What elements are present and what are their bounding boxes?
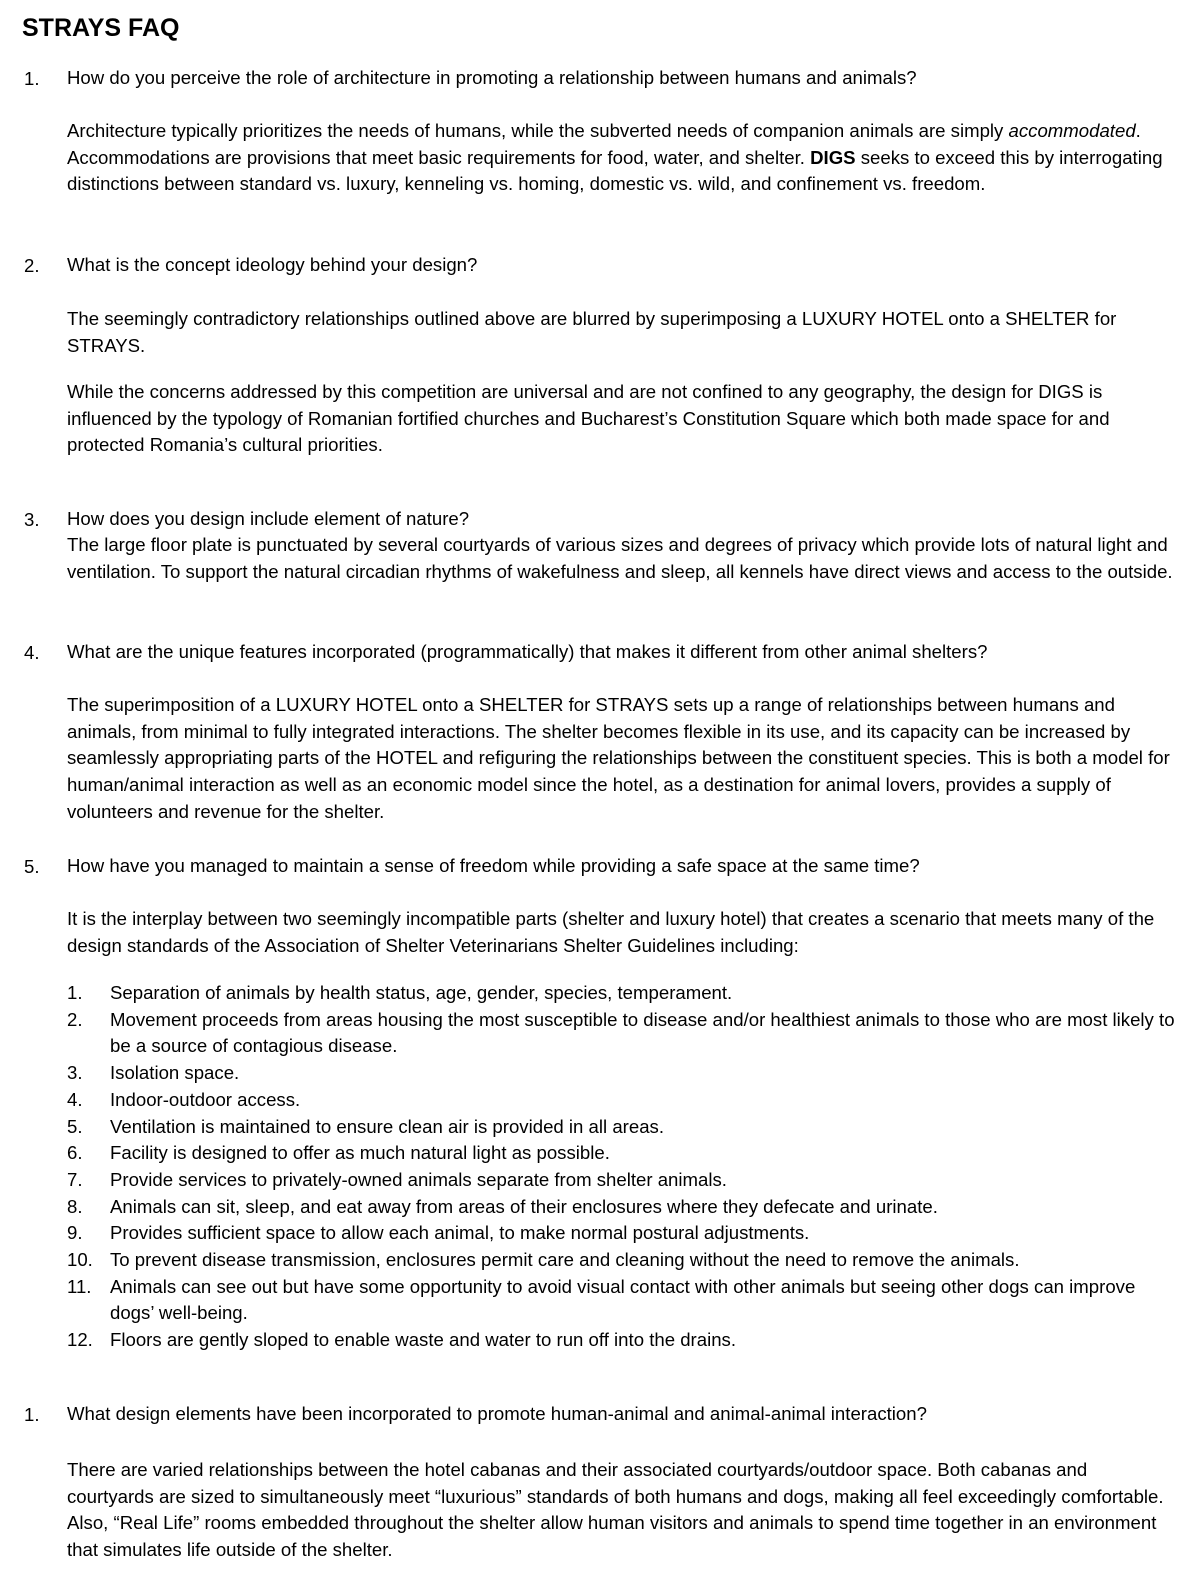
list-item-text: Provides sufficient space to allow each animal, to make normal postural adjustments. [110, 1222, 810, 1244]
list-item [67, 1060, 1177, 1087]
list-item-number: 4. [67, 1088, 83, 1110]
page-title: STRAYS FAQ [22, 14, 180, 42]
list-item [67, 1194, 1177, 1221]
question-2: What is the concept ideology behind your design? [67, 254, 478, 275]
list-item-number: 1. [67, 982, 83, 1003]
question-3: How does you design include element of nature? [67, 508, 470, 529]
list-item [67, 980, 1177, 1007]
question-number: 5. [24, 856, 40, 877]
list-item [67, 1327, 1177, 1354]
list-item-number: 3. [67, 1062, 83, 1084]
answer-6: There are varied relationships between the hotel cabanas and their associated courtyards/outdoor space. Both cabanas and courtyards are sized to simultaneously meet “luxurious” standards of both humans and dogs, making all feel exceedingly comfortable. Also, “Real Life” rooms embedded throughout the shelter allow human visitors and animals to spend time together in an environment that simulates life outside of the shelter. [67, 1459, 1164, 1561]
list-item-number: 2. [67, 1008, 83, 1030]
question-6: What design elements have been incorporated to promote human-animal and animal-animal interaction? [67, 1403, 927, 1424]
list-item-text: Separation of animals by health status, age, gender, species, temperament. [110, 982, 733, 1003]
list-item-text: Floors are gently sloped to enable waste and water to run off into the drains. [110, 1329, 737, 1351]
answer-text: seeks to exceed this by interrogating distinctions between standard vs. luxury, kenneling vs. homing, domestic vs. wild, and confinement vs. freedom. [67, 146, 1163, 195]
list-item-number: 5. [67, 1115, 83, 1137]
list-item-number: 10. [67, 1249, 93, 1271]
list-item-text: Facility is designed to offer as much natural light as possible. [110, 1142, 610, 1164]
list-item-text: Provide services to privately-owned animals separate from shelter animals. [110, 1168, 727, 1190]
list-item-text: To prevent disease transmission, enclosures permit care and cleaning without the need to remove the animals. [110, 1249, 1020, 1271]
list-item-number: 9. [67, 1222, 83, 1244]
question-number: 2. [24, 255, 40, 276]
list-item-text: Movement proceeds from areas housing the most susceptible to disease and/or healthiest animals to those who are most likely to be a source of contagious disease. [110, 1008, 1175, 1057]
list-item [67, 1114, 1177, 1141]
list-item [67, 1167, 1177, 1194]
list-item-text: Isolation space. [110, 1062, 240, 1084]
list-item [67, 1220, 1177, 1247]
answer-1 [67, 118, 1177, 198]
list-item-number: 7. [67, 1168, 83, 1190]
answer-4: The superimposition of a LUXURY HOTEL onto a SHELTER for STRAYS sets up a range of relationships between humans and animals, from minimal to fully integrated interactions. The shelter becomes flexible in its use, and its capacity can be increased by seamlessly appropriating parts of the HOTEL and refiguring the relationships between the constituent species. This is both a model for human/animal interaction as well as an economic model since the hotel, as a destination for animal lovers, provides a supply of volunteers and revenue for the shelter. [67, 694, 1170, 822]
answer-bold: DIGS [810, 146, 856, 168]
list-item [67, 1140, 1177, 1167]
question-number: 4. [24, 642, 40, 663]
question-1: How do you perceive the role of architecture in promoting a relationship between humans and animals? [67, 67, 917, 88]
answer-emphasis: accommodated [1008, 120, 1136, 141]
list-item-text: Ventilation is maintained to ensure clean air is provided in all areas. [110, 1115, 664, 1137]
list-item-text: Animals can sit, sleep, and eat away from areas of their enclosures where they defecate and urinate. [110, 1195, 938, 1217]
list-item-text: Animals can see out but have some opportunity to avoid visual contact with other animals but seeing other dogs can improve dogs’ well-being. [110, 1275, 1136, 1324]
answer-text: Architecture typically prioritizes the needs of humans, while the subverted needs of companion animals are simply [67, 120, 1009, 141]
list-item [67, 1007, 1177, 1060]
list-item [67, 1274, 1177, 1327]
list-item-number: 11. [67, 1275, 92, 1297]
answer-2-paragraph-2: While the concerns addressed by this competition are universal and are not confined to any geography, the design for DIGS is influenced by the typology of Romanian fortified churches and Bucharest’s Constitution Square which both made space for and protected Romania’s cultural priorities. [67, 381, 1110, 456]
question-number: 3. [24, 509, 40, 530]
question-number: 1. [24, 68, 40, 89]
list-item [67, 1087, 1177, 1114]
list-item-number: 6. [67, 1142, 83, 1164]
answer-5: It is the interplay between two seemingly incompatible parts (shelter and luxury hotel) that creates a scenario that meets many of the design standards of the Association of Shelter Veterinarians Shelter Guidelines including: [67, 908, 1155, 956]
answer-text: . Accommodations are provisions that meet basic requirements for food, water, and shelter. [67, 120, 1141, 168]
question-number: 1. [24, 1404, 40, 1425]
answer-2-paragraph-1: The seemingly contradictory relationships outlined above are blurred by superimposing a LUXURY HOTEL onto a SHELTER for STRAYS. [67, 308, 1117, 356]
list-item-text: Indoor-outdoor access. [110, 1088, 301, 1110]
list-item [67, 1247, 1177, 1274]
list-item-number: 8. [67, 1195, 83, 1217]
answer-3: The large floor plate is punctuated by several courtyards of various sizes and degrees of privacy which provide lots of natural light and ventilation. To support the natural circadian rhythms of wakefulness and sleep, all kennels have direct views and access to the outside. [67, 534, 1173, 582]
list-item-number: 12. [67, 1329, 93, 1351]
question-4: What are the unique features incorporated (programmatically) that makes it different from other animal shelters? [67, 641, 988, 662]
question-5: How have you managed to maintain a sense of freedom while providing a safe space at the same time? [67, 855, 920, 876]
guidelines-list [67, 980, 1177, 1354]
